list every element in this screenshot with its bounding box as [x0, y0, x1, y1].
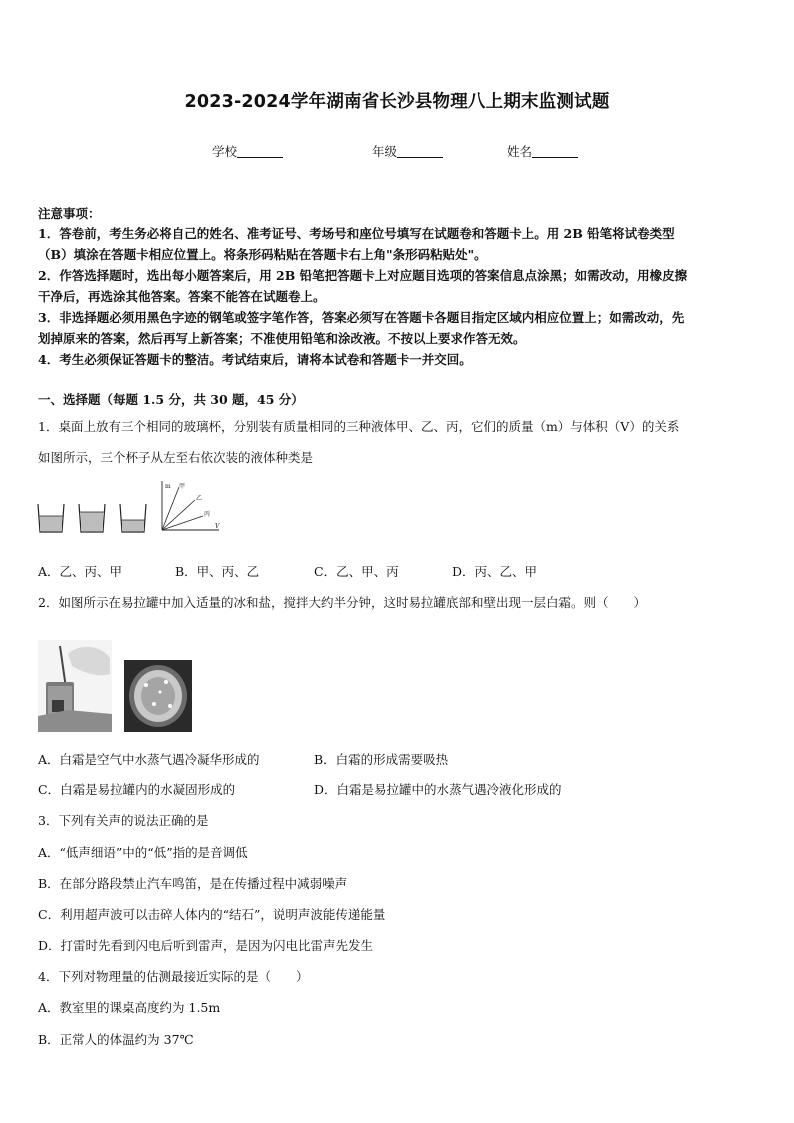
q2-option-c[interactable]: C．白霜是易拉罐内的水凝固形成的 — [38, 782, 236, 797]
q3-option-c[interactable]: C．利用超声波可以击碎人体内的“结石”，说明声波能传递能量 — [38, 907, 386, 922]
q4-option-a[interactable]: A．教室里的课桌高度约为 1.5m — [38, 1000, 221, 1015]
q3-option-d[interactable]: D．打雷时先看到闪电后听到雷声，是因为闪电比雷声先发生 — [38, 938, 374, 953]
notice-line: 干净后，再选涂其他答案。答案不能答在试题卷上。 — [38, 289, 326, 304]
school-field — [212, 142, 283, 160]
cup-2 — [79, 504, 105, 532]
q1-stem-line2: 如图所示，三个杯子从左至右依次装的液体种类是 — [38, 450, 314, 465]
q1-option-c[interactable]: C．乙、甲、丙 — [314, 564, 399, 579]
y-axis-label: m — [165, 483, 171, 490]
cup-3 — [120, 504, 146, 532]
notice-line: 1．答卷前，考生务必将自己的姓名、准考证号、考场号和座位号填写在试题卷和答题卡上。用 2B 铅笔将试卷类型 — [38, 226, 675, 241]
notice-line: 3．非选择题必须用黑色字迹的钢笔或签字笔作答，答案必须写在答题卡各题目指定区域内相应位置上；如需改动，先 — [38, 310, 685, 325]
name-label: 姓名 — [507, 144, 533, 159]
section-heading: 一、选择题（每题 1.5 分，共 30 题，45 分） — [38, 392, 304, 407]
q1-mass-volume-graph — [155, 478, 225, 534]
series-label-yi: 乙 — [196, 495, 203, 502]
q1-option-b[interactable]: B．甲、丙、乙 — [175, 564, 260, 579]
q1-stem-line1: 1．桌面上放有三个相同的玻璃杯，分别装有质量相同的三种液体甲、乙、丙，它们的质量（m）与体积（V）的关系 — [38, 419, 680, 434]
q3-option-b[interactable]: B．在部分路段禁止汽车鸣笛，是在传播过程中减弱噪声 — [38, 876, 348, 891]
q1-cups-figure — [36, 500, 152, 536]
line-jia — [162, 487, 179, 530]
notice-heading: 注意事项： — [38, 206, 101, 221]
school-label: 学校 — [212, 144, 238, 159]
q1-option-d[interactable]: D．丙、乙、甲 — [452, 564, 538, 579]
name-field — [507, 142, 578, 160]
line-bing — [162, 516, 203, 530]
notice-line: 2．作答选择题时，选出每小题答案后，用 2B 铅笔把答题卡上对应题目选项的答案信息点涂黑；如需改动，用橡皮擦 — [38, 268, 688, 283]
notice-line: 划掉原来的答案，然后再写上新答案；不准使用铅笔和涂改液。不按以上要求作答无效。 — [38, 331, 526, 346]
q4-stem: 4．下列对物理量的估测最接近实际的是（ ） — [38, 969, 309, 984]
notice-line: 4．考生必须保证答题卡的整洁。考试结束后，请将本试卷和答题卡一并交回。 — [38, 352, 472, 367]
q2-stem: 2．如图所示在易拉罐中加入适量的冰和盐，搅拌大约半分钟，这时易拉罐底部和壁出现一层白霜。则（ ） — [38, 595, 646, 610]
x-axis-label: V — [215, 523, 220, 530]
page-title: 2023-2024学年湖南省长沙县物理八上期末监测试题 — [184, 92, 610, 112]
q3-option-a[interactable]: A．“低声细语”中的“低”指的是音调低 — [38, 845, 248, 860]
name-blank[interactable] — [532, 145, 578, 158]
q3-stem: 3．下列有关声的说法正确的是 — [38, 813, 209, 828]
series-label-bing: 丙 — [204, 511, 211, 518]
grade-field — [372, 142, 443, 160]
q2-can-stirring-photo — [38, 640, 112, 732]
line-yi — [162, 500, 195, 530]
grade-blank[interactable] — [397, 145, 443, 158]
q2-option-a[interactable]: A．白霜是空气中水蒸气遇冷凝华形成的 — [38, 752, 260, 767]
grade-label: 年级 — [372, 144, 398, 159]
q2-frost-photo — [124, 660, 192, 732]
school-blank[interactable] — [237, 145, 283, 158]
q4-option-b[interactable]: B．正常人的体温约为 37℃ — [38, 1032, 194, 1047]
q1-option-a[interactable]: A．乙、丙、甲 — [38, 564, 123, 579]
q2-option-b[interactable]: B．白霜的形成需要吸热 — [314, 752, 449, 767]
cup-1 — [38, 504, 64, 532]
notice-line: （B）填涂在答题卡相应位置上。将条形码粘贴在答题卡右上角"条形码粘贴处"。 — [38, 247, 487, 262]
series-label-jia: 甲 — [179, 483, 186, 490]
q2-option-d[interactable]: D．白霜是易拉罐中的水蒸气遇冷液化形成的 — [314, 782, 562, 797]
